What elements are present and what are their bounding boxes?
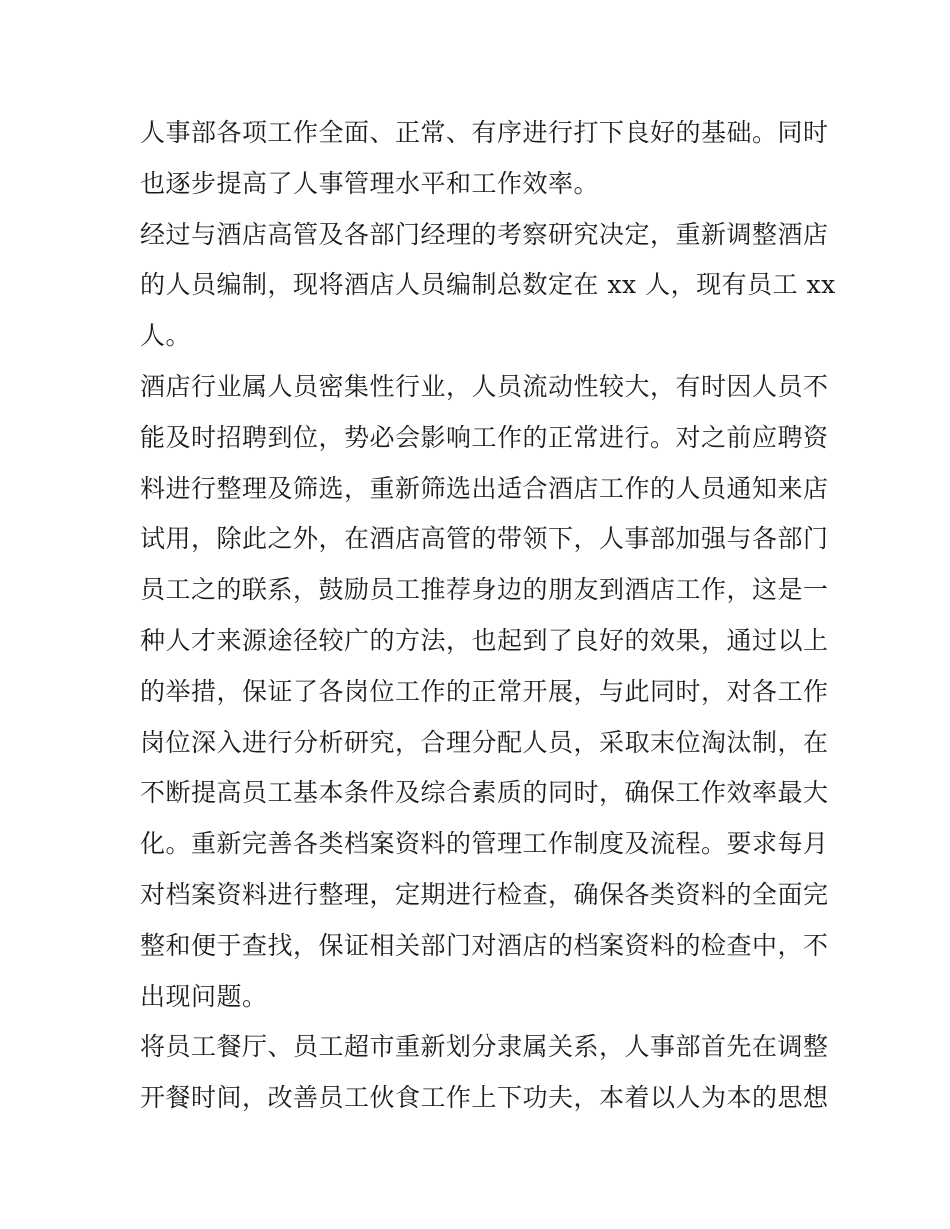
text-line: 的举措，保证了各岗位工作的正常开展，与此同时，对各工作 — [140, 676, 829, 706]
text-line: 的人员编制，现将酒店人员编制总数定在 xx 人，现有员工 xx — [140, 270, 836, 300]
text-line: 料进行整理及筛选，重新筛选出适合酒店工作的人员通知来店 — [140, 473, 829, 503]
paragraph-1 — [140, 108, 829, 210]
text-line: 人。 — [140, 321, 192, 351]
text-line: 整和便于查找，保证相关部门对酒店的档案资料的检查中，不 — [140, 930, 829, 960]
text-line: 人事部各项工作全面、正常、有序进行打下良好的基础。同时 — [140, 118, 829, 147]
text-line: 酒店行业属人员密集性行业，人员流动性较大，有时因人员不 — [140, 371, 829, 401]
text-line: 也逐步提高了人事管理水平和工作效率。 — [140, 168, 600, 198]
text-line: 试用，除此之外，在酒店高管的带领下，人事部加强与各部门 — [140, 524, 829, 554]
text-line: 开餐时间，改善员工伙食工作上下功夫，本着以人为本的思想 — [140, 1083, 829, 1113]
text-line: 化。重新完善各类档案资料的管理工作制度及流程。要求每月 — [140, 829, 829, 859]
text-line: 岗位深入进行分析研究，合理分配人员，采取末位淘汰制，在 — [140, 727, 829, 757]
text-line: 将员工餐厅、员工超市重新划分隶属关系，人事部首先在调整 — [140, 1032, 829, 1062]
paragraph-3 — [140, 362, 829, 1022]
document-body — [140, 108, 836, 1124]
text-line: 对档案资料进行整理，定期进行检查，确保各类资料的全面完 — [140, 879, 829, 909]
text-line: 经过与酒店高管及各部门经理的考察研究决定，重新调整酒店 — [140, 219, 829, 249]
text-line: 种人才来源途径较广的方法，也起到了良好的效果，通过以上 — [140, 625, 829, 655]
text-line: 出现问题。 — [140, 981, 268, 1011]
text-line: 员工之的联系，鼓励员工推荐身边的朋友到酒店工作，这是一 — [140, 575, 829, 605]
paragraph-4 — [140, 1022, 829, 1124]
paragraph-2 — [140, 210, 836, 362]
text-line: 能及时招聘到位，势必会影响工作的正常进行。对之前应聘资 — [140, 422, 829, 452]
text-line: 不断提高员工基本条件及综合素质的同时，确保工作效率最大 — [140, 778, 829, 808]
